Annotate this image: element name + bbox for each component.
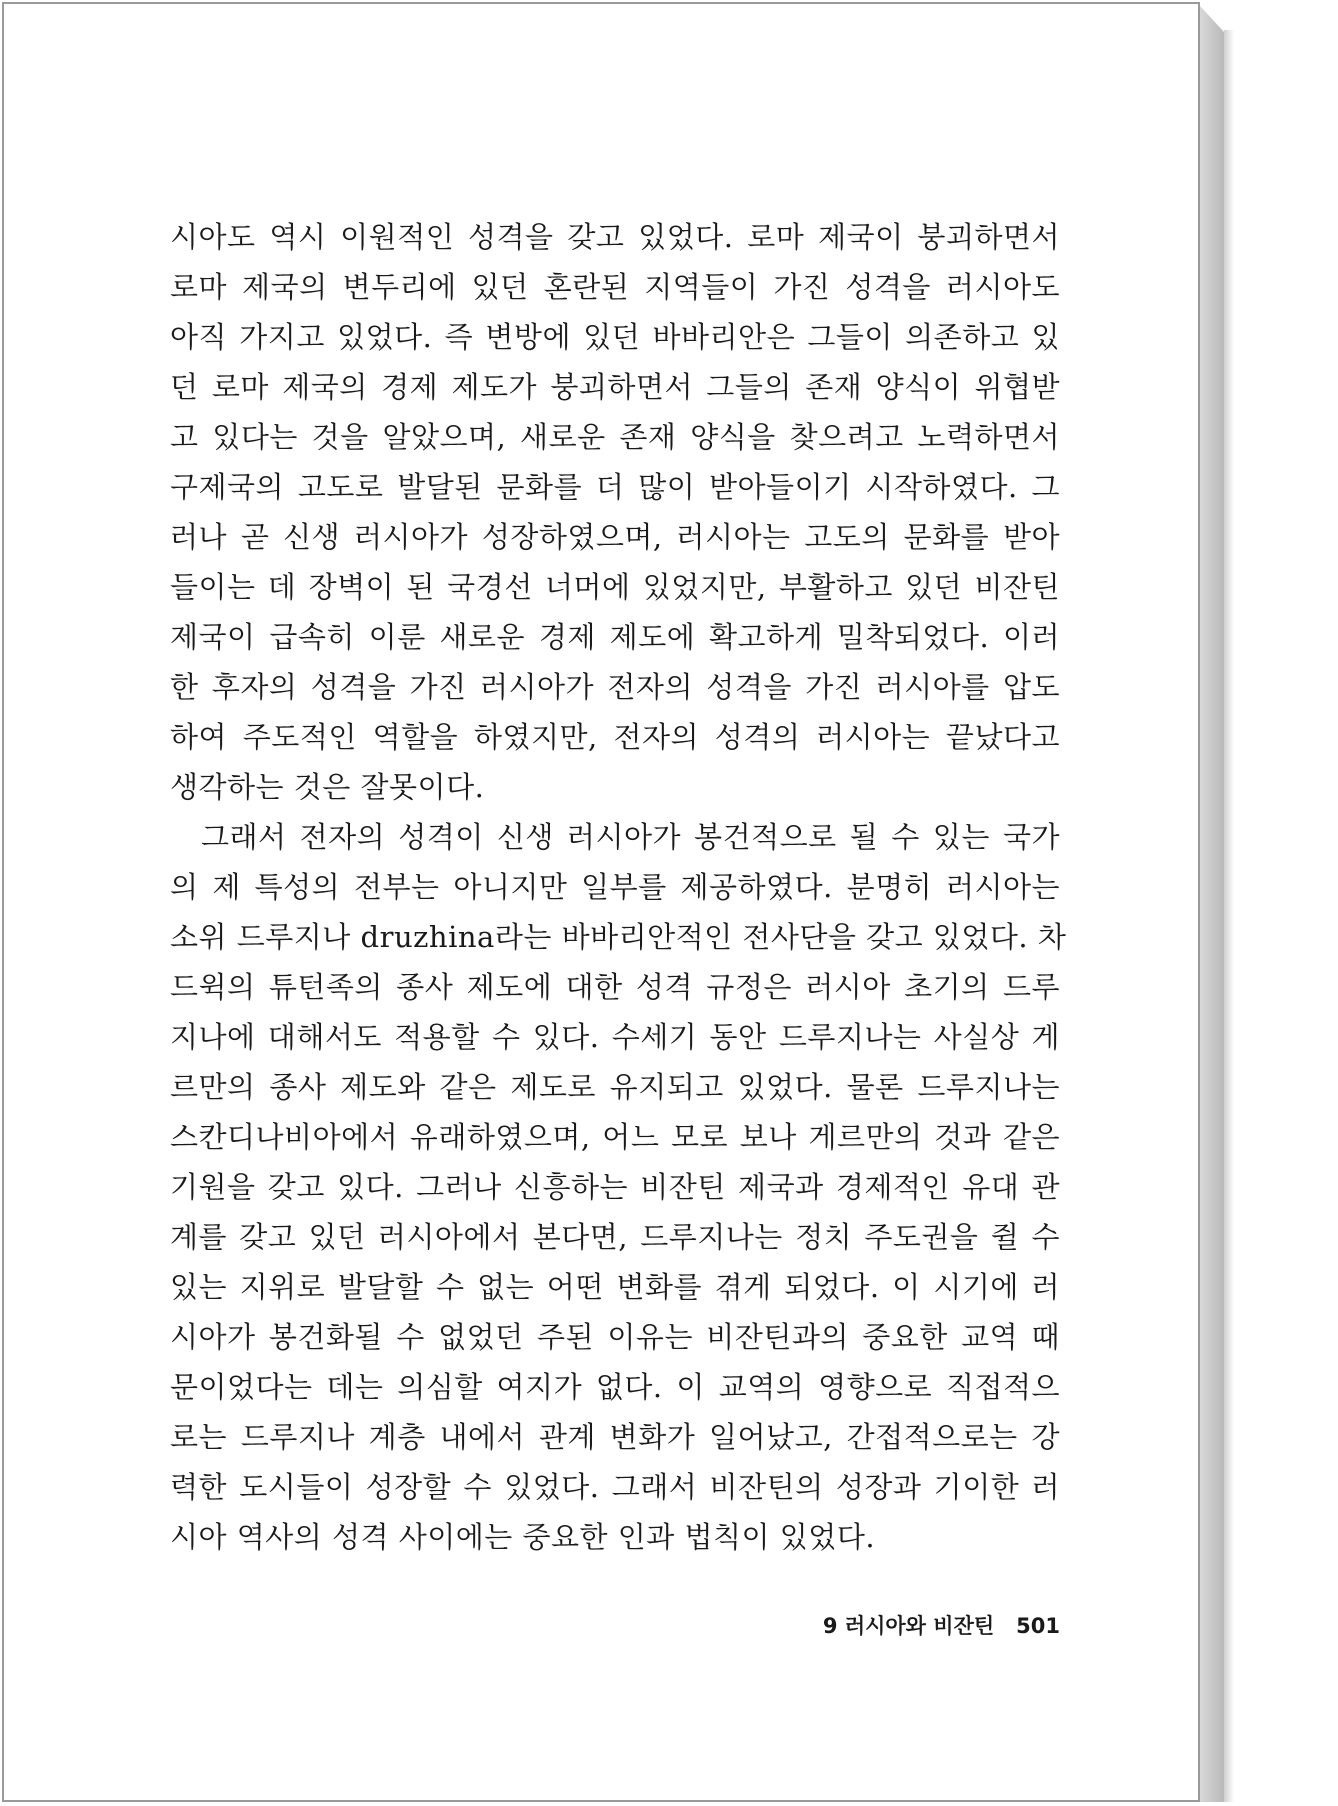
text-line: 의 제 특성의 전부는 아니지만 일부를 제공하였다. 분명히 러시아는 [170, 870, 1060, 904]
text-line: 한 후자의 성격을 가진 러시아가 전자의 성격을 가진 러시아를 압도 [170, 670, 1060, 704]
text-line: 로마 제국의 변두리에 있던 혼란된 지역들이 가진 성격을 러시아도 [170, 270, 1060, 304]
text-line: 고 있다는 것을 알았으며, 새로운 존재 양식을 찾으려고 노력하면서 [170, 420, 1060, 454]
text-line: 아직 가지고 있었다. 즉 변방에 있던 바바리안은 그들이 의존하고 있 [170, 320, 1060, 354]
text-line: 소위 드루지나 druzhina라는 바바리안적인 전사단을 갖고 있었다. 차 [170, 920, 1067, 954]
page-shadow [1224, 30, 1234, 1802]
page-number: 501 [1016, 1614, 1060, 1638]
text-line: 생각하는 것은 잘못이다. [170, 770, 485, 804]
text-line: 제국이 급속히 이룬 새로운 경제 제도에 확고하게 밀착되었다. 이러 [170, 620, 1060, 654]
text-line: 로는 드루지나 계층 내에서 관계 변화가 일어났고, 간접적으로는 강 [170, 1420, 1060, 1454]
text-line: 드윅의 튜턴족의 종사 제도에 대한 성격 규정은 러시아 초기의 드루 [170, 970, 1060, 1004]
text-line: 시아도 역시 이원적인 성격을 갖고 있었다. 로마 제국이 붕괴하면서 [170, 220, 1060, 254]
text-line: 있는 지위로 발달할 수 없는 어떤 변화를 겪게 되었다. 이 시기에 러 [170, 1270, 1060, 1304]
text-line: 르만의 종사 제도와 같은 제도로 유지되고 있었다. 물론 드루지나는 [170, 1070, 1060, 1104]
text-line: 구제국의 고도로 발달된 문화를 더 많이 받아들이기 시작하였다. 그 [170, 470, 1060, 504]
text-line: 계를 갖고 있던 러시아에서 본다면, 드루지나는 정치 주도권을 쥘 수 [170, 1220, 1060, 1254]
body-text [170, 212, 1067, 1562]
text-line: 던 로마 제국의 경제 제도가 붕괴하면서 그들의 존재 양식이 위협받 [170, 370, 1060, 404]
page-edge [1200, 6, 1224, 1802]
paragraph-1 [170, 212, 1060, 812]
text-line: 러나 곧 신생 러시아가 성장하였으며, 러시아는 고도의 문화를 받아 [170, 520, 1060, 554]
text-line: 시아 역사의 성격 사이에는 중요한 인과 법칙이 있었다. [170, 1520, 876, 1554]
text-line: 력한 도시들이 성장할 수 있었다. 그래서 비잔틴의 성장과 기이한 러 [170, 1470, 1060, 1504]
text-line: 문이었다는 데는 의심할 여지가 없다. 이 교역의 영향으로 직접적으 [170, 1370, 1060, 1404]
text-line: 스칸디나비아에서 유래하였으며, 어느 모로 보나 게르만의 것과 같은 [170, 1120, 1060, 1154]
running-head-chapter: 9 러시아와 비잔틴 [822, 1614, 995, 1638]
page-footer [0, 1610, 1060, 1640]
text-line: 지나에 대해서도 적용할 수 있다. 수세기 동안 드루지나는 사실상 게 [170, 1020, 1060, 1054]
text-line: 기원을 갖고 있다. 그러나 신흥하는 비잔틴 제국과 경제적인 유대 관 [170, 1170, 1060, 1204]
paragraph-2 [170, 812, 1067, 1562]
text-line: 들이는 데 장벽이 된 국경선 너머에 있었지만, 부활하고 있던 비잔틴 [170, 570, 1060, 604]
text-line: 시아가 봉건화될 수 없었던 주된 이유는 비잔틴과의 중요한 교역 때 [170, 1320, 1060, 1354]
text-line: 그래서 전자의 성격이 신생 러시아가 봉건적으로 될 수 있는 국가 [201, 820, 1060, 854]
text-line: 하여 주도적인 역할을 하였지만, 전자의 성격의 러시아는 끝났다고 [170, 720, 1060, 754]
